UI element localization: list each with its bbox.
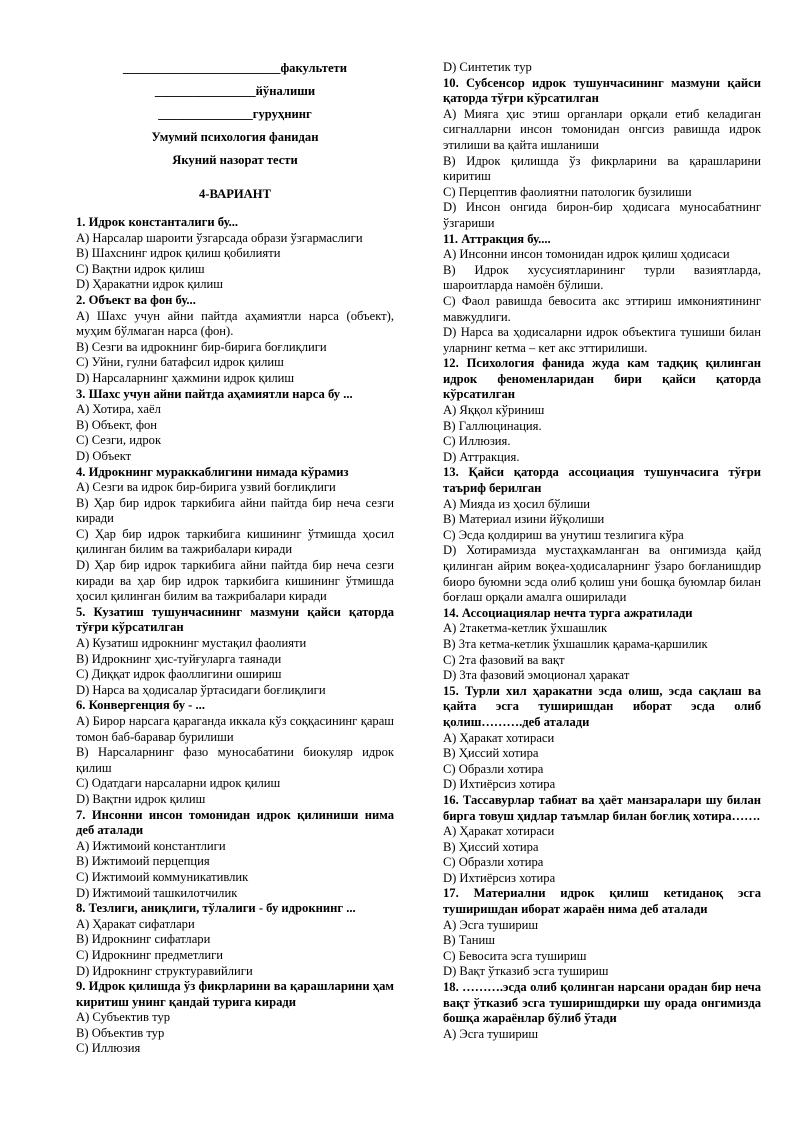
- answer-option: А) Кузатиш идрокнинг мустақил фаолияти: [76, 636, 307, 651]
- answer-option: А) Яққол кўриниш: [443, 403, 545, 418]
- question-text: 2. Объект ва фон бу...: [76, 292, 196, 307]
- answer-option: А) Сезги ва идрок бир-бирига узвий боғлиқлиги: [76, 480, 336, 495]
- answer-option: А) Шахс учун айни пайтда аҳамиятли нарса (объект), муҳим бўлмаган нарса (фон).: [76, 308, 394, 339]
- question-text: 3. Шахс учун айни пайтда аҳамиятли нарса бу ...: [76, 386, 353, 401]
- question-text: 14. Ассоциациялар нечта турга ажратилади: [443, 605, 693, 620]
- answer-option: С) Ҳар бир идрок таркибига кишининг ўтмишда ҳосил қилинган билим ва тажрибалари киради: [76, 526, 394, 557]
- answer-option: В) Таниш: [443, 933, 495, 948]
- answer-option: D) Нарса ва ҳодисаларни идрок объектига тушиши билан уларнинг кетма – кет акс эттирилиши.: [443, 325, 761, 355]
- question-block: [76, 387, 394, 465]
- answer-option: С) Образли хотира: [443, 761, 544, 776]
- direction-line: ________________йўналиши: [154, 84, 316, 98]
- question-block: [76, 465, 394, 605]
- question-text: 15. Турли хил ҳаракатни эсда олиш, эсда сақлаш ва қайта эсга туширишдан иборат эсда олиб қолиш……….деб аталади: [443, 683, 761, 729]
- answer-option: А) Инсонни инсон томонидан идрок қилиш ҳодисаси: [443, 247, 730, 262]
- answer-option: А) Нарсалар шароити ўзгарсада образи ўзгармаслиги: [76, 230, 363, 245]
- question-text: 8. Тезлиги, аниқлиги, тўлалиги - бу идрокнинг ...: [76, 901, 356, 916]
- question-text: 10. Субсенсор идрок тушунчасининг мазмуни қайси қаторда тўғри кўрсатилган: [443, 75, 761, 106]
- answer-option: С) Сезги, идрок: [76, 433, 162, 448]
- answer-option: D) Ихтиёрсиз хотира: [443, 870, 556, 885]
- answer-option: С) Образли хотира: [443, 855, 544, 870]
- question-block: [443, 356, 761, 465]
- answer-option: А) Хотира, хаёл: [76, 402, 161, 417]
- question-text: 16. Тассавурлар табиат ва ҳаёт манзаралари шу билан бирга товуш ҳидлар таъмлар билан боғлиқ хотира…….: [443, 792, 761, 823]
- test-title: Якуний назорат тести: [172, 153, 298, 167]
- question-block: [443, 793, 761, 887]
- answer-option: D) Объект: [76, 448, 132, 463]
- answer-option: С) Эсда қолдириш ва унутиш тезлигига кўра: [443, 527, 684, 542]
- answer-option: D) Хотирамизда мустаҳкамланган ва онгимизда қайд қилинган айрим воқеа-ҳодисаларнинг ўзаро боғланишдир биоро буюмни эсда олиб қолиш уни бошқа буюмлар билан боғлаш орқали амалга оширилади: [443, 543, 761, 605]
- answer-option: С) 2та фазовий ва вақт: [443, 652, 565, 667]
- left-column: [76, 57, 394, 1057]
- answer-option: D) Вақтни идрок қилиш: [76, 791, 206, 806]
- question-block: [443, 980, 761, 1042]
- answer-option: А) Бирор нарсага қараганда иккала кўз соққасининг қараш томон баб-баравар бурилиши: [76, 714, 394, 744]
- answer-option: В) Ҳиссий хотира: [443, 839, 539, 854]
- variant-title: 4-ВАРИАНТ: [199, 187, 271, 201]
- answer-option: А) Ҳаракат хотираси: [443, 824, 555, 839]
- answer-option: D) Инсон онгида бирон-бир ҳодисага муносабатнинг ўзгариши: [443, 200, 761, 230]
- answer-option: С) Перцептив фаолиятни патологик бузилиши: [443, 184, 692, 199]
- answer-option: D) Нарса ва ҳодисалар ўртасидаги боғлиқлиги: [76, 682, 326, 697]
- answer-option: С) Одатдаги нарсаларни идрок қилиш: [76, 776, 281, 791]
- answer-option: D) Вақт ўтказиб эсга тушириш: [443, 964, 609, 979]
- answer-option: В) Объектив тур: [76, 1025, 165, 1040]
- faculty-line: _________________________факультети: [123, 61, 347, 75]
- question-text: 1. Идрок константалиги бу...: [76, 215, 239, 229]
- answer-option: С) Диққат идрок фаоллигини ошириш: [76, 667, 282, 682]
- question-block: [443, 60, 761, 76]
- answer-option: А) Ижтимоий константлиги: [76, 838, 226, 853]
- question-block: [443, 684, 761, 793]
- answer-option: А) Эсга тушириш: [443, 917, 539, 932]
- question-text: 11. Аттракция бу....: [443, 231, 551, 246]
- answer-option: D) Ижтимоий ташкилотчилик: [76, 885, 238, 900]
- question-text: 6. Конвергенция бу - ...: [76, 698, 205, 713]
- right-column: [443, 60, 761, 1042]
- question-block: [76, 901, 394, 979]
- answer-option: D) Ихтиёрсиз хотира: [443, 777, 556, 792]
- answer-option: D) Аттракция.: [443, 449, 520, 464]
- answer-option: В) Идрок хусусиятларининг турли вазиятларда, шароитларда намоён бўлиши.: [443, 262, 761, 293]
- question-block: [443, 465, 761, 605]
- answer-option: D) Идрокнинг структуравийлиги: [76, 963, 253, 978]
- answer-option: А) Мияда из ҳосил бўлиши: [443, 496, 591, 511]
- answer-option: В) Идрокнинг ҳис-туйғуларга таянади: [76, 651, 282, 666]
- question-text: 5. Кузатиш тушунчасининг мазмуни қайси қаторда тўғри кўрсатилган: [76, 604, 394, 635]
- answer-option: А) Эсга тушириш: [443, 1026, 539, 1041]
- answer-option: В) 3та кетма-кетлик ўхшашлик қарама-қаршилик: [443, 636, 708, 651]
- question-text: 7. Инсонни инсон томонидан идрок қилиниши нима деб аталади: [76, 807, 394, 838]
- question-text: 4. Идрокнинг мураккаблигини нимада кўрамиз: [76, 464, 349, 479]
- answer-option: В) Галлюцинация.: [443, 418, 542, 433]
- answer-option: А) Субъектив тур: [76, 1010, 171, 1025]
- answer-option: В) Шахснинг идрок қилиш қобилияти: [76, 246, 281, 261]
- question-block: [76, 605, 394, 699]
- answer-option: С) Иллюзия: [76, 1041, 141, 1056]
- answer-option: В) Идрок қилишда ўз фикрларини ва қарашларини киритиш: [443, 153, 761, 184]
- question-text: 17. Материални идрок қилиш кетиданоқ эсга туширишдан иборат жараён нима деб аталади: [443, 886, 761, 917]
- answer-option: С) Идрокнинг предметлиги: [76, 947, 224, 962]
- subject-line: Умумий психология фанидан: [151, 130, 319, 144]
- question-block: [76, 293, 394, 387]
- answer-option: В) Ҳар бир идрок таркибига айни пайтда бир неча сезги киради: [76, 495, 394, 526]
- answer-option: В) Объект, фон: [76, 417, 158, 432]
- answer-option: С) Ижтимоий коммуникативлик: [76, 869, 249, 884]
- question-block: [76, 698, 394, 807]
- answer-option: В) Идрокнинг сифатлари: [76, 932, 211, 947]
- left-question-list: [76, 215, 394, 1057]
- answer-option: С) Уйни, гулни батафсил идрок қилиш: [76, 355, 284, 370]
- answer-option: А) Ҳаракат сифатлари: [76, 916, 195, 931]
- answer-option: D) Ҳар бир идрок таркибига айни пайтда бир неча сезги киради ва ҳар бир идрок таркибига кишининг ўтмишда ҳосил қилинган билим ва тажрибалари киради: [76, 558, 394, 604]
- question-block: [443, 232, 761, 357]
- answer-option: В) Сезги ва идрокнинг бир-бирига боғлиқлиги: [76, 339, 327, 354]
- answer-option: В) Ижтимоий перцепция: [76, 854, 210, 869]
- answer-option: С) Бевосита эсга тушириш: [443, 948, 587, 963]
- question-block: [443, 886, 761, 980]
- question-block: [76, 808, 394, 902]
- question-text: 13. Қайси қаторда ассоциация тушунчасига тўғри таъриф берилган: [443, 465, 761, 496]
- answer-option: В) Ҳиссий хотира: [443, 746, 539, 761]
- answer-option: В) Материал изини йўқолиши: [443, 512, 605, 527]
- answer-option: D) Нарсаларнинг ҳажмини идрок қилиш: [76, 370, 295, 385]
- question-text: 18. ……….эсда олиб қолинган нарсани орадан бир неча вақт ўтказиб эсга туширишдирки шу орада онгимизда бошқа жараёнлар бўлиб ўтади: [443, 980, 761, 1026]
- question-block: [76, 215, 394, 293]
- answer-option: А) Мияга ҳис этиш органлари орқали етиб келадиган сигналларни инсон томонидан онгсиз равишда идрок этилиши ва қайта ишланиши: [443, 106, 761, 152]
- question-text: 12. Психология фанида жуда кам тадқиқ қилинган идрок феноменларидан бири қайси қаторда кўрсатилган: [443, 356, 761, 402]
- question-block: [443, 76, 761, 232]
- answer-option: С) Вақтни идрок қилиш: [76, 261, 205, 276]
- answer-option: А) Ҳаракат хотираси: [443, 730, 555, 745]
- group-line: _______________гуруҳнинг: [158, 107, 312, 121]
- answer-option: D) Ҳаракатни идрок қилиш: [76, 277, 223, 292]
- answer-option: D) Синтетик тур: [443, 60, 532, 74]
- answer-option: В) Нарсаларнинг фазо муносабатини биокуляр идрок қилиш: [76, 745, 394, 775]
- right-question-list: [443, 60, 761, 1042]
- question-text: 9. Идрок қилишда ўз фикрларини ва қарашларини ҳам киритиш унинг қандай турига киради: [76, 979, 394, 1009]
- answer-option: С) Фаол равишда бевосита акс эттириш имкониятининг мавжудлиги.: [443, 293, 761, 324]
- answer-option: D) 3та фазовий эмоционал ҳаракат: [443, 668, 630, 683]
- answer-option: С) Иллюзия.: [443, 434, 511, 449]
- answer-option: А) 2такетма-кетлик ўхшашлик: [443, 621, 608, 636]
- question-block: [76, 979, 394, 1057]
- question-block: [443, 606, 761, 684]
